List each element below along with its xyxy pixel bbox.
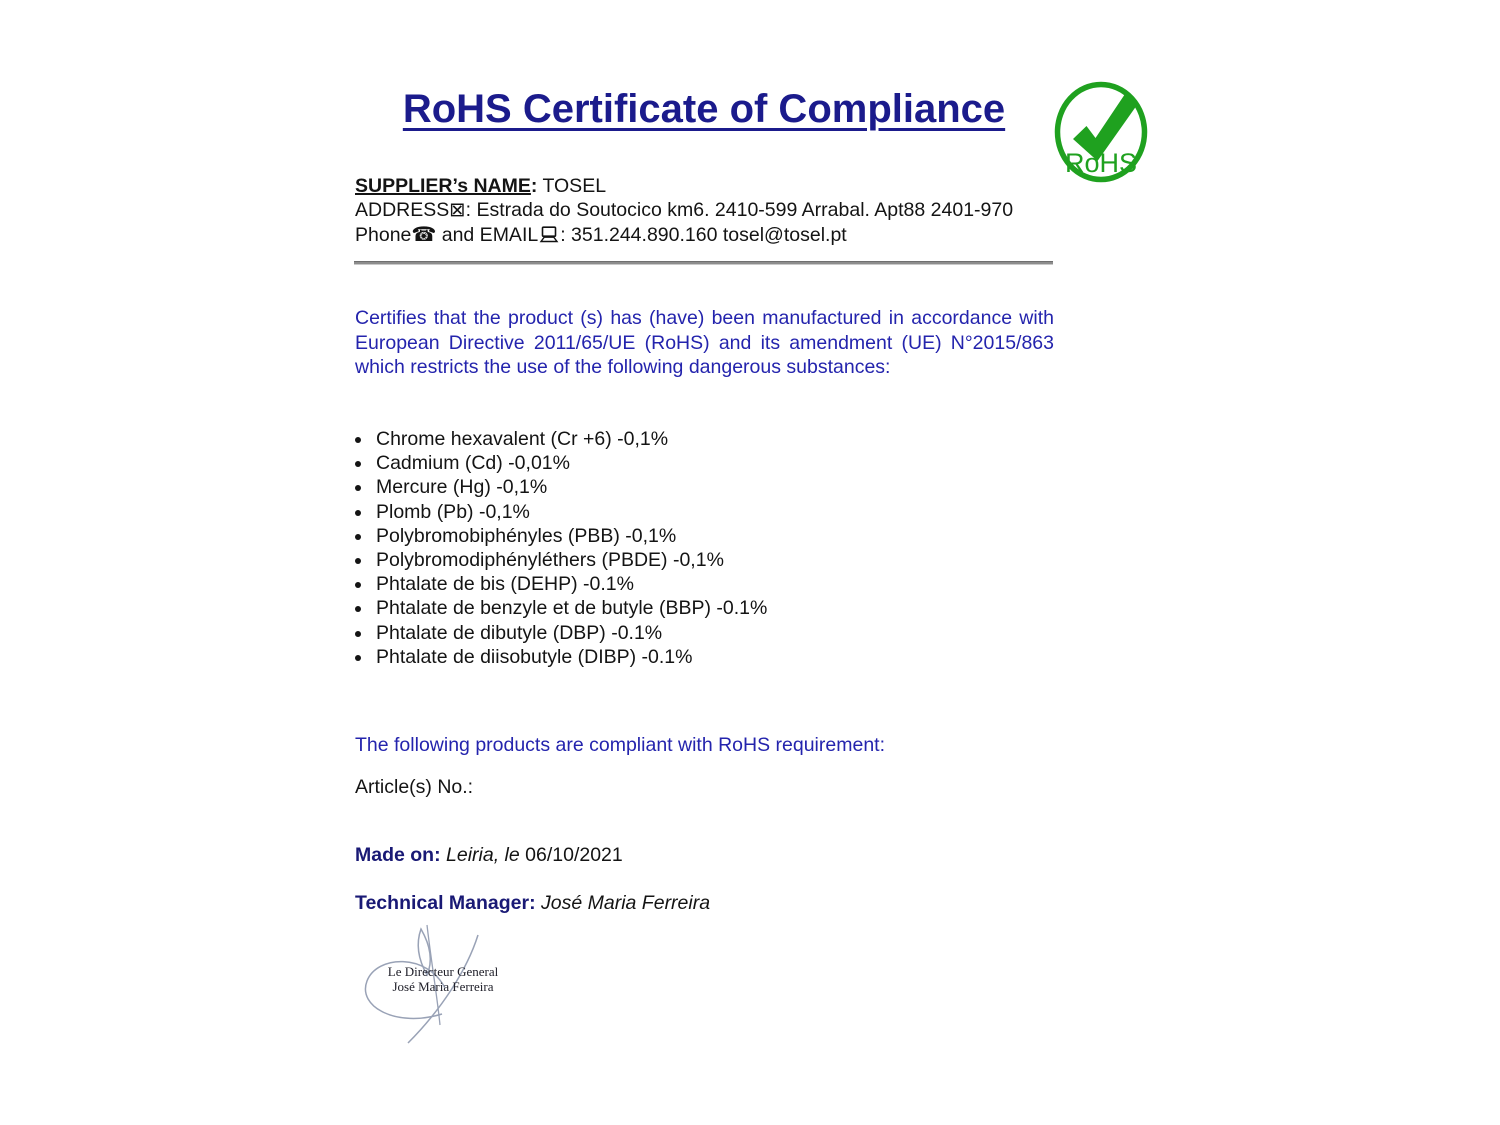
- rohs-logo-text: RoHS: [1064, 148, 1138, 178]
- substance-item: • Chrome hexavalent (Cr +6) -0,1%: [373, 427, 767, 451]
- compliance-statement: The following products are compliant with RoHS requirement:: [355, 734, 885, 756]
- technical-manager-name: José Maria Ferreira: [535, 892, 711, 914]
- substance-item: • Polybromobiphényles (PBB) -0,1%: [373, 524, 767, 548]
- supplier-name-label: SUPPLIER’s NAME: [355, 175, 531, 197]
- substance-item: • Phtalate de bis (DEHP) -0.1%: [373, 572, 767, 596]
- technical-manager-label: Technical Manager:: [355, 892, 536, 914]
- article-number-label: Article(s) No.:: [355, 776, 474, 798]
- certification-paragraph: Certifies that the product (s) has (have) been manufactured in accordance with European Directive 2011/65/UE (RoHS) and its amendment (UE) N°2015/863 which restricts the use of the following dangerous substances:: [355, 307, 1054, 378]
- phone-label: Phone: [355, 224, 412, 246]
- made-on-label: Made on:: [355, 844, 441, 866]
- technical-manager-line: [355, 892, 710, 915]
- rohs-logo: [1052, 80, 1150, 184]
- substance-item: • Cadmium (Cd) -0,01%: [373, 451, 767, 475]
- made-on-date: 06/10/2021: [525, 844, 623, 866]
- divider-line: [354, 261, 1053, 265]
- supplier-block: [355, 174, 1013, 247]
- computer-icon: [539, 226, 559, 243]
- supplier-address-line: [355, 198, 1013, 222]
- signature-block: [345, 915, 525, 1055]
- made-on-place: Leiria, le: [440, 844, 526, 866]
- page-title: [355, 86, 1053, 141]
- substance-item: • Phtalate de benzyle et de butyle (BBP) -0.1%: [373, 596, 767, 620]
- supplier-contact-line: [355, 222, 1013, 247]
- address-label: ADDRESS: [355, 199, 450, 221]
- signature-caption: [375, 965, 511, 994]
- page-title-text: RoHS Certificate of Compliance: [402, 87, 1006, 131]
- supplier-name-value: TOSEL: [537, 175, 607, 197]
- email-label: and EMAIL: [436, 224, 539, 246]
- substances-list: [358, 427, 767, 669]
- phone-icon: ☎: [411, 222, 437, 246]
- signature-title: Le Directeur General: [387, 964, 499, 979]
- envelope-icon: ⊠: [449, 198, 466, 221]
- signature-name: José Maria Ferreira: [392, 978, 494, 994]
- substance-item: • Polybromodiphényléthers (PBDE) -0,1%: [373, 548, 767, 572]
- substance-item: • Phtalate de dibutyle (DBP) -0.1%: [373, 621, 767, 645]
- contact-value: : 351.244.890.160 tosel@tosel.pt: [560, 224, 847, 246]
- address-value: : Estrada do Soutocico km6. 2410-599 Arrabal. Apt88 2401-970: [465, 199, 1014, 221]
- made-on-line: [355, 844, 623, 867]
- substance-item: • Plomb (Pb) -0,1%: [373, 500, 767, 524]
- substance-item: • Mercure (Hg) -0,1%: [373, 475, 767, 499]
- substance-item: • Phtalate de diisobutyle (DIBP) -0.1%: [373, 645, 767, 669]
- supplier-name-line: [355, 174, 1013, 198]
- supplier-name-colon: :: [530, 175, 538, 197]
